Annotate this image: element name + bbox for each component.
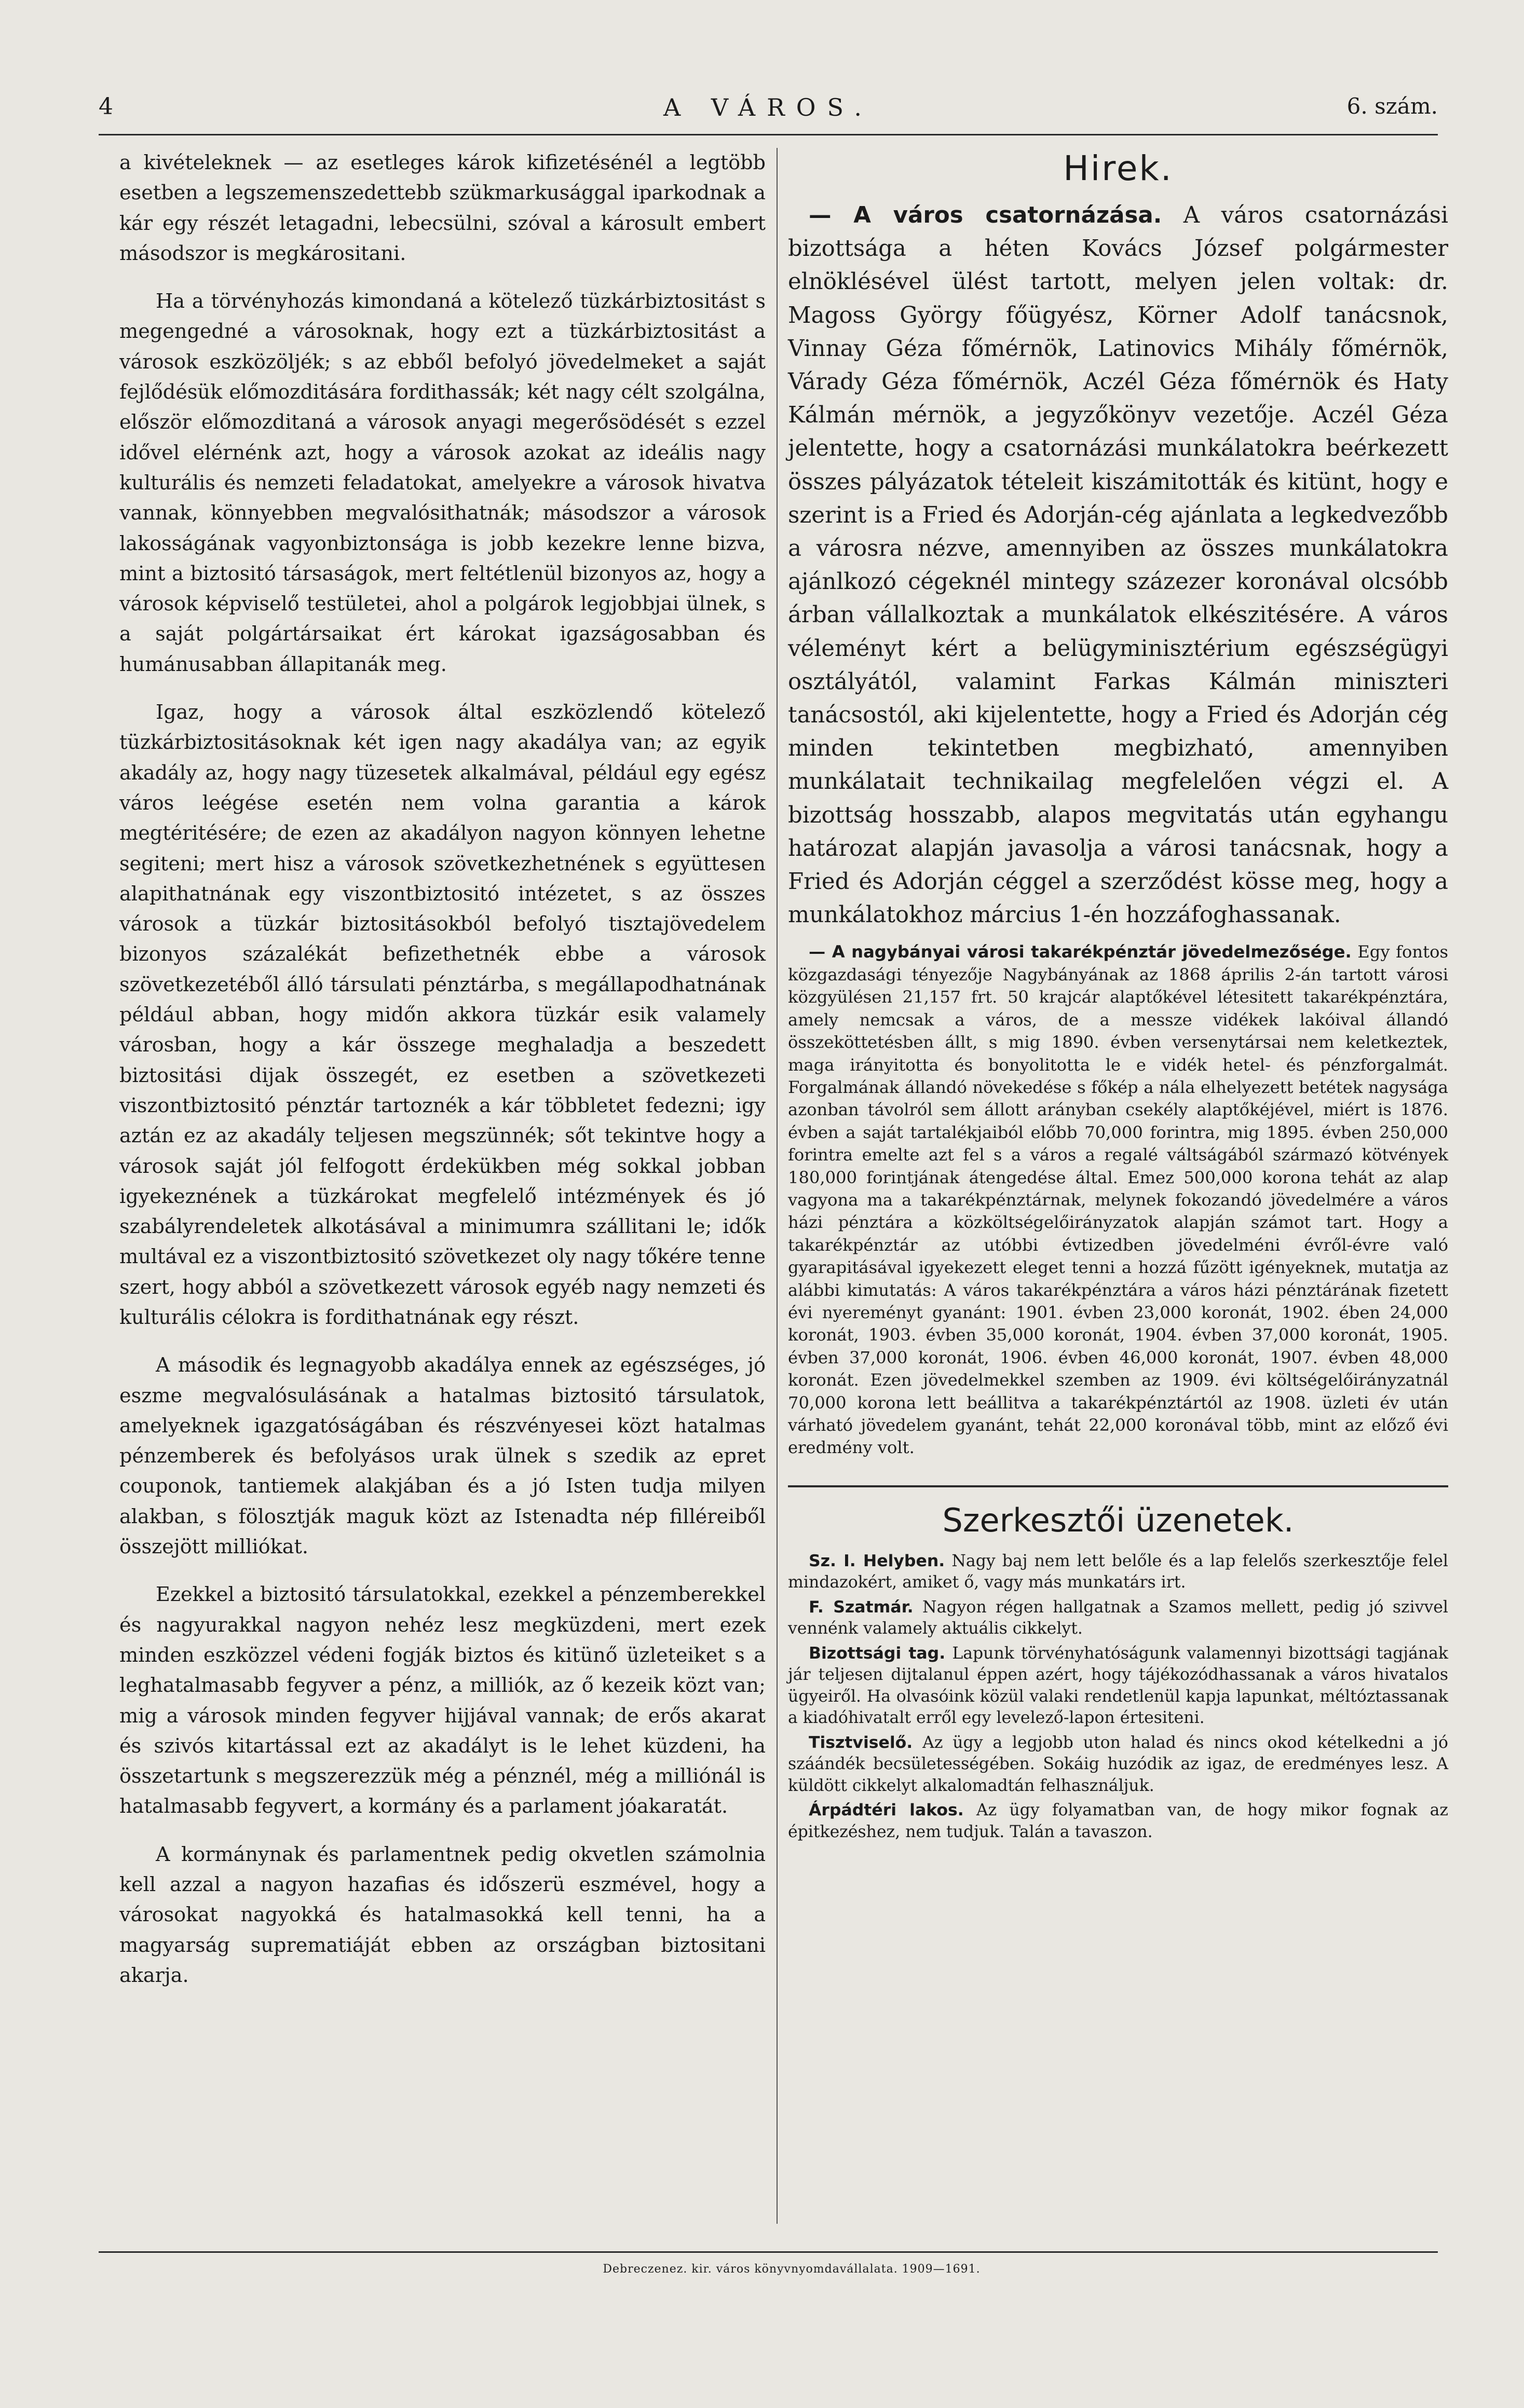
news-item-title: — A város csatornázása. bbox=[809, 202, 1162, 228]
section-rule bbox=[788, 1485, 1448, 1487]
note-text: Az ügy a legjobb uton halad és nincs okod kételkedni a jó száándék becsületességében. Sokáig huzódik az igaz, de eredményes lesz. A küldött cikkelyt alkalomadtán felhasználjuk. bbox=[788, 1733, 1448, 1795]
note-text: Nagy baj nem lett belőle és a lap felelős szerkesztője felel mindazokért, amiket ő, vagy más munkatárs irt. bbox=[788, 1551, 1449, 1592]
note-recipient: Tisztviselő. bbox=[809, 1733, 913, 1752]
news-item-body: Egy fontos közgazdasági tényezője Nagybányának az 1868 április 2-án tartott városi közgyülésen 21,157 frt. 50 krajcár alaptőkével létesitett takarékpénztára, amely nemcsak a város, de a messze vidékek lakóival állandó összeköttetésben állt, s mig 1890. évben versenytársai nem keletkeztek, maga irányitotta és bonyolitotta le e vidék hetel- és pénzforgalmát. Forgalmának állandó növekedése s főkép a nála elhelyezett betétek nagysága azonban távolról sem állott arányban csekély alaptőkéjével, miért is 1876. évben a saját tartalékjaiból előbb 70,000 forintra, mig 1895. évben 250,000 forintra emelte azt fel s a város a regalé váltságából származó kötvények 180,000 forintjának átengedése által. Emez 500,000 korona tehát az alap vagyona ma a takarékpénztárnak, melynek fokozandó jövedelmére a város házi pénztára a közköltségelőirányzatok alapján számot tart. Hogy a takarékpénztár az utóbbi évtizedben jövedelméni évről-évre való gyarapitásával igyekezett eleget tenni a hozzá fűzött igényeknek, mutatja az alábbi kimutatás: A város takarékpénztára a város házi pénztárának fizetett évi nyereményt gyanánt: 1901. évben 23,000 koronát, 1902. ében 24,000 koronát, 1903. évben 35,000 koronát, 1904. évben 37,000 koronát, 1905. évben 37,000 koronát, 1906. évben 46,000 koronát, 1907. évben 48,000 koronát. Ezen jövedelmekkel szemben az 1909. évi költségelőirányzatnál 70,000 korona lett beállitva a takarékpénztártól az 1908. üzleti év után várható jövedelem gyanánt, tehát 22,000 koronával több, mint az előző évi eredmény volt. bbox=[788, 942, 1448, 1458]
news-heading: Hirek. bbox=[1063, 148, 1173, 188]
editor-note bbox=[788, 1597, 1448, 1640]
paragraph: A második és legnagyobb akadálya ennek az egészséges, jó eszme megvalósulásának a hatalmas biztositó társulatok, amelyeknek igazgatóságában és részvényesei közt hatalmas pénzemberek és befolyásos urak ülnek s szedik az epret couponok, tantiemek alakjában és a jó Isten tudja milyen alakban, s fölosztják maguk közt az Istenadta nép filléreiből összejött milliókat. bbox=[119, 1354, 766, 1559]
editor-messages-heading: Szerkesztői üzenetek. bbox=[942, 1501, 1294, 1539]
paragraph: a kivételeknek — az esetleges károk kifizetésénél a legtöbb esetben a legszemenszedettebb szükmarkusággal iparkodnak a kár egy részét letagadni, lebecsülni, szóval a károsult embert másodszor is megkárositani. bbox=[119, 152, 766, 265]
news-item-savings-bank bbox=[788, 941, 1448, 1459]
paragraph: Igaz, hogy a városok által eszközlendő kötelező tüzkárbiztositásoknak két igen nagy akadálya van; az egyik akadály az, hogy nagy tüzesetek alkalmával, például egy egész város leégése esetén nem volna garantia a károk megtéritésére; de ezen az akadályon nagyon könnyen lehetne segiteni; mert hisz a városok szövetkezhetnének s együttesen alapithatnának egy viszontbiztositó intézetet, s az összes városok a tüzkár biztositásokból befolyó tisztajövedelem bizonyos százalékát befizethetnék ebbe a városok szövetkezetéből álló társulati pénztárba, s megállapodhatnának például abban, hogy midőn akkora tüzkár esik valamely városban, hogy a kár összege meghaladja a beszedett biztositási dijak összegét, ez esetben a szövetkezeti viszontbiztositó pénztár tartoznék a kár többletet fedezni; igy aztán ez az akadály teljesen megszünnék; sőt tekintve hogy a városok saját jól felfogott érdekükben még sokkal jobban igyekeznének a tüzkárokat megfelelő intézmények és jó szabályrendeletek alkotásával a minimumra szállitani le; idők multával ez a viszontbiztositó szövetkezet oly nagy tőkére tenne szert, hogy abból a szövetkezett városok egyéb nagy nemzeti és kulturális célokra is fordithatnának egy részt. bbox=[119, 701, 766, 1329]
news-item-title: — A nagybányai városi takarékpénztár jövedelmezősége. bbox=[809, 942, 1352, 962]
editor-note bbox=[788, 1551, 1448, 1594]
footer-rule bbox=[99, 2251, 1438, 2253]
page-header bbox=[99, 93, 1438, 130]
editor-note bbox=[788, 1643, 1448, 1729]
issue-number: 6. szám. bbox=[1346, 93, 1438, 119]
paragraph: Ezekkel a biztositó társulatokkal, ezekkel a pénzemberekkel és nagyurakkal nagyon nehéz lesz megküzdeni, mert ezek minden eszközzel védeni fogják biztos és kitünő üzleteiket s a leghatalmasabb fegyver a pénz, a milliók, az ő kezeik közt van; mig a városok minden fegyver hijjával vannak; de erős akarat és szivós kitartással ezt az akadályt is le lehet küzdeni, ha összetartunk s megszerezzük még a pénznél, még a milliónál is hatalmasabb fegyvert, a kormány és a parlament jóakaratát. bbox=[119, 1583, 766, 1818]
right-column bbox=[788, 148, 1448, 1846]
header-rule bbox=[99, 134, 1438, 135]
page-number: 4 bbox=[99, 93, 113, 120]
editor-note bbox=[788, 1800, 1448, 1843]
left-column bbox=[119, 148, 766, 2008]
news-item-sewerage bbox=[788, 199, 1448, 932]
news-item-body: A város csatornázási bizottsága a héten Kovács József polgármester elnöklésével ülést tartott, melyen jelen voltak: dr. Magoss György főügyész, Körner Adolf tanácsnok, Vinnay Géza főmérnök, Latinovics Mihály főmérnök, Várady Géza főmérnök, Aczél Géza főmérnök és Haty Kálmán mérnök, a jegyzőkönyv vezetője. Aczél Géza jelentette, hogy a csatornázási munkálatokra beérkezett összes pályázatok tételeit kiszámitották és kitünt, hogy e szerint is a Fried és Adorján-cég ajánlata a legkedvezőbb a városra nézve, amennyiben az összes munkálatokra ajánlkozó cégeknél mintegy százezer koronával olcsóbb árban vállalkoztak a munkálatok elkészitésére. A város véleményt kért a belügyminisztérium egészségügyi osztályától, valamint Farkas Kálmán miniszteri tanácsostól, aki kijelentette, hogy a Fried és Adorján cég minden tekintetben megbizható, amennyiben munkálatait technikailag megfelelően végzi el. A bizottság hosszabb, alapos megvitatás után egyhangu határozat alapján javasolja a városi tanácsnak, hogy a Fried és Adorján céggel a szerződést kösse meg, hogy a munkálatokhoz március 1-én hozzáfoghassanak. bbox=[788, 202, 1449, 928]
note-text: Az ügy folyamatban van, de hogy mikor fognak az épitkezéshez, nem tudjuk. Talán a tavaszon. bbox=[788, 1801, 1448, 1841]
note-text: Lapunk törvényhatóságunk valamennyi bizottsági tagjának jár teljesen dijtalanul éppen azért, hogy tájékozódhassanak a város hivatalos ügyeiről. Ha olvasóink közül valaki rendetlenül kapja lapunkat, méltóztassanak a kiadóhivatalt erről egy levelező-lapon értesiteni. bbox=[788, 1644, 1449, 1728]
printer-imprint: Debreczenez. kir. város könyvnyomdavállalata. 1909—1691. bbox=[603, 2263, 981, 2276]
note-recipient: Árpádtéri lakos. bbox=[809, 1801, 964, 1820]
newspaper-title: A VÁROS. bbox=[663, 93, 873, 121]
note-recipient: Sz. I. Helyben. bbox=[809, 1551, 945, 1570]
editor-note bbox=[788, 1732, 1448, 1797]
paragraph: A kormánynak és parlamentnek pedig okvetlen számolnia kell azzal a nagyon hazafias és időszerü eszmével, hogy a városokat nagyokká és hatalmasokká kell tenni, ha a magyarság suprematiáját ebben az országban biztositani akarja. bbox=[119, 1843, 766, 1987]
note-recipient: Bizottsági tag. bbox=[809, 1644, 946, 1663]
column-divider bbox=[777, 148, 778, 2224]
paragraph: Ha a törvényhozás kimondaná a kötelező tüzkárbiztositást s megengedné a városoknak, hogy ezt a tüzkárbiztositást a városok eszközöljék; s az ebből befolyó jövedelmeket a saját fejlődésük előmozditására fordithassák; két nagy célt szolgálna, először előmozditaná a városok anyagi megerősödését s ezzel idővel elérnénk azt, hogy a városok azokat az ideális nagy kulturális és nemzeti feladatokat, amelyekre a városok hivatva vannak, könnyebben megvalósithatnák; másodszor a városok lakosságának vagyonbiztonsága is jobb kezekre lenne bizva, mint a biztositó társaságok, mert feltétlenül bizonyos az, hogy a városok képviselő testületei, ahol a polgárok legjobbjai ülnek, s a saját polgártársaikat ért károkat igazságosabban és humánusabban állapitanák meg. bbox=[119, 290, 766, 676]
note-text: Nagyon régen hallgatnak a Szamos mellett, pedig jó szivvel vennénk valamely aktuális cikkelyt. bbox=[788, 1597, 1449, 1638]
note-recipient: F. Szatmár. bbox=[809, 1597, 914, 1617]
